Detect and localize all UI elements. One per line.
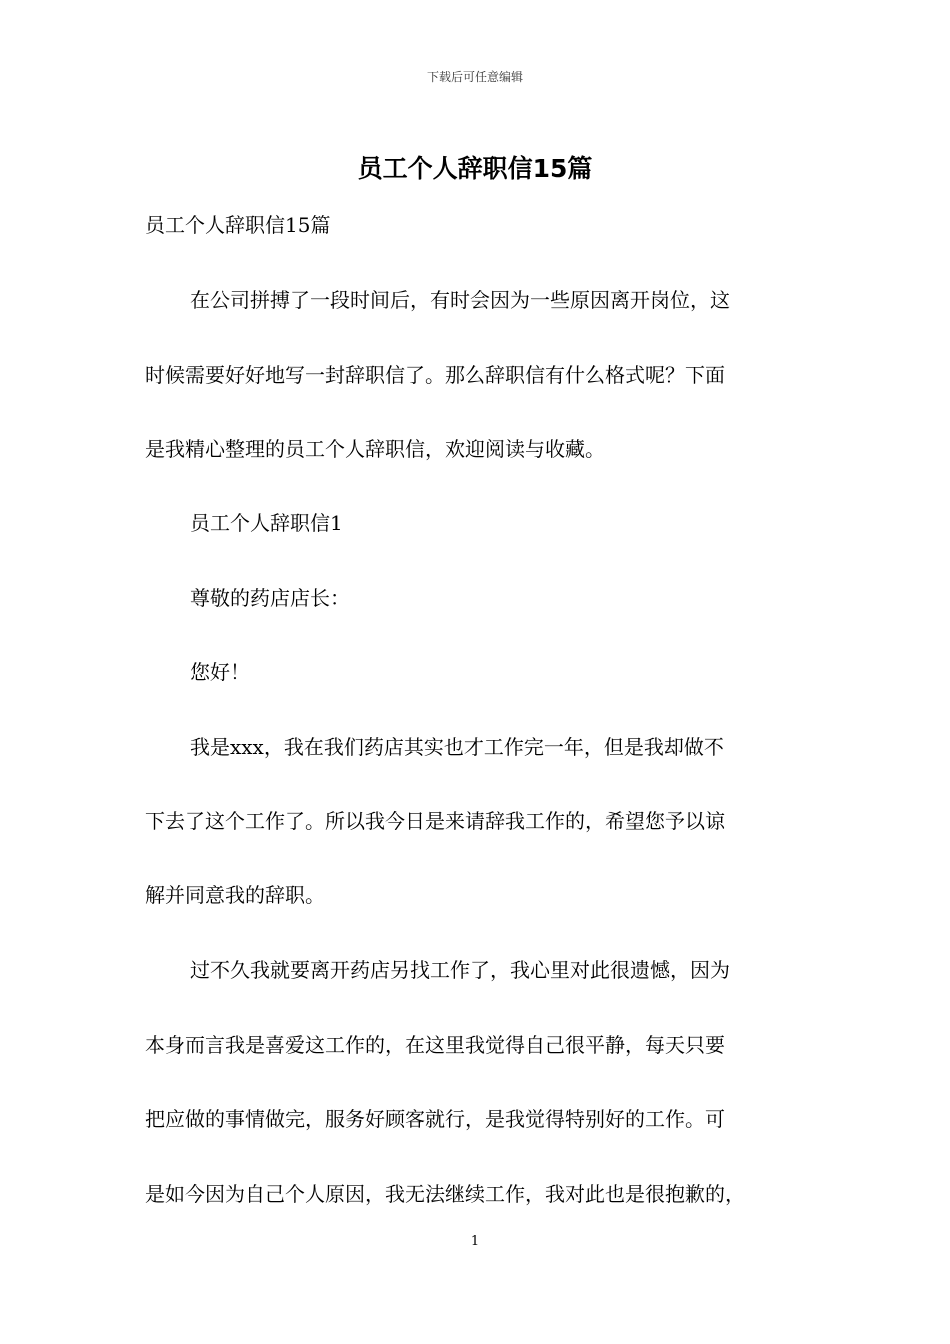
subtitle-line: 员工个人辞职信15篇 xyxy=(145,213,331,237)
paragraph-line: 是如今因为自己个人原因，我无法继续工作，我对此也是很抱歉的， xyxy=(145,1182,745,1206)
paragraph-line: 本身而言我是喜爱这工作的，在这里我觉得自己很平静，每天只要 xyxy=(145,1033,725,1057)
paragraph-line: 过不久我就要离开药店另找工作了，我心里对此很遗憾，因为 xyxy=(190,958,730,982)
header-note: 下载后可任意编辑 xyxy=(426,70,523,84)
paragraph-line: 我是xxx，我在我们药店其实也才工作完一年，但是我却做不 xyxy=(190,735,724,759)
page-number: 1 xyxy=(470,1234,480,1249)
salutation: 尊敬的药店店长： xyxy=(190,586,350,610)
greeting: 您好！ xyxy=(190,660,250,684)
section-heading: 员工个人辞职信1 xyxy=(190,511,343,535)
paragraph-line: 时候需要好好地写一封辞职信了。那么辞职信有什么格式呢？下面 xyxy=(145,363,725,387)
paragraph-line: 把应做的事情做完，服务好顾客就行，是我觉得特别好的工作。可 xyxy=(145,1107,725,1131)
paragraph-line: 下去了这个工作了。所以我今日是来请辞我工作的，希望您予以谅 xyxy=(145,809,725,833)
paragraph-line: 是我精心整理的员工个人辞职信，欢迎阅读与收藏。 xyxy=(145,437,605,461)
paragraph-line: 解并同意我的辞职。 xyxy=(145,883,325,907)
paragraph-line: 在公司拼搏了一段时间后，有时会因为一些原因离开岗位，这 xyxy=(190,288,730,312)
document-title: 员工个人辞职信15篇 xyxy=(357,154,593,183)
